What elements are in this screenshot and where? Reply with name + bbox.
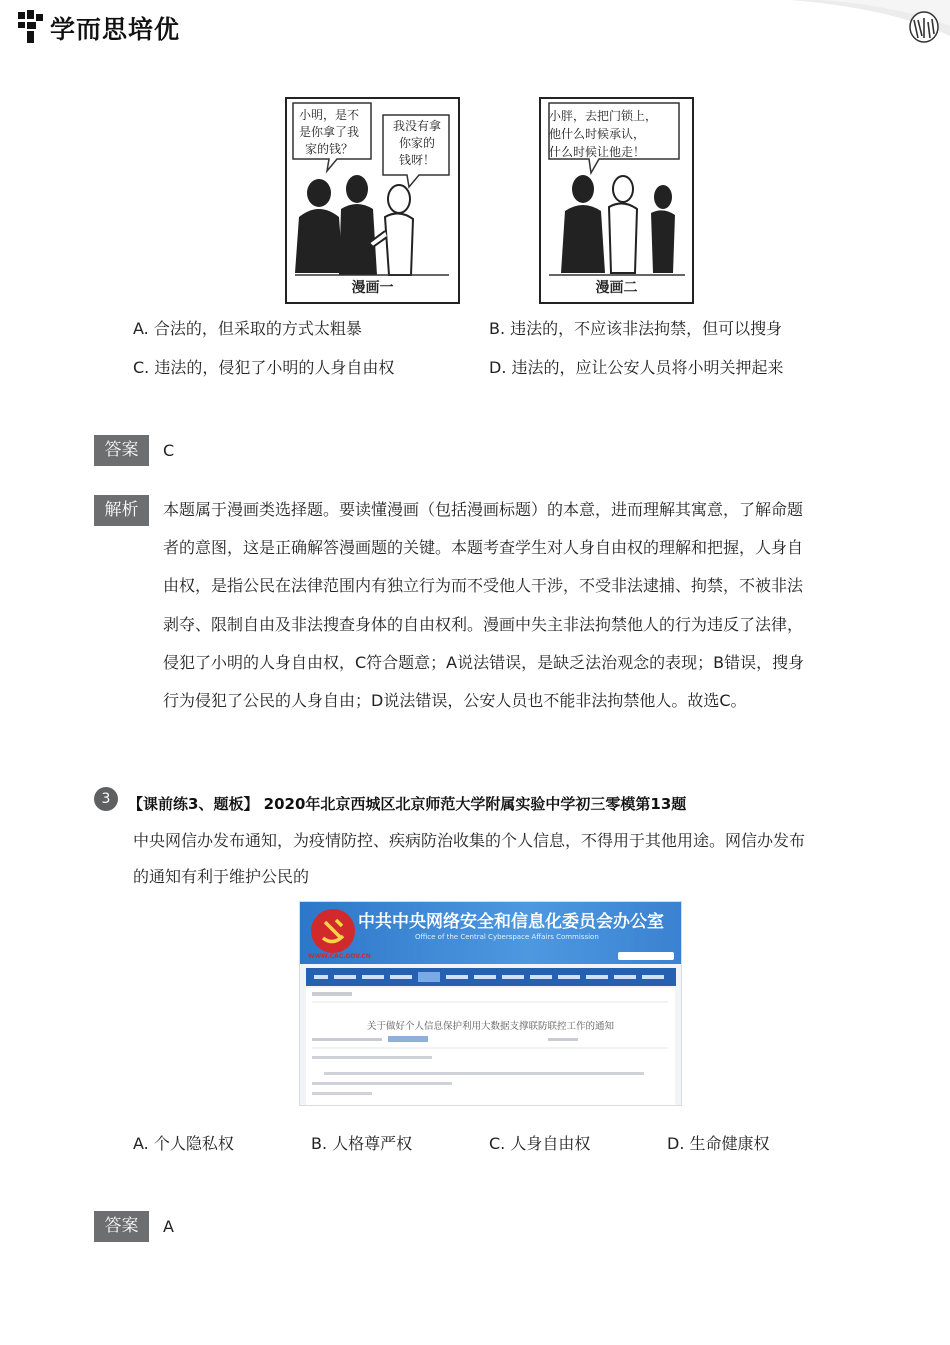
option-c[interactable] [133,355,394,378]
analysis-text [163,491,853,720]
question-title: 【课前练3、题板】 2020年北京西城区北京师范大学附属实验中学初三零模第13题 [128,795,687,813]
option-a[interactable] [133,316,362,339]
q3-option-b[interactable] [311,1131,412,1154]
question-line: 中央网信办发布通知，为疫情防控、疾病防治收集的个人信息，不得用于其他用途。网信办发布 [133,831,806,850]
site-article-title: 关于做好个人信息保护利用大数据支撑联防联控工作的通知 [366,1021,614,1032]
option-letter: A. [133,1134,149,1153]
q3-answer-value: A [163,1217,174,1236]
option-b[interactable] [489,316,782,339]
option-letter: B. [489,319,506,338]
site-nav-bar [306,968,676,986]
analysis-line: 剥夺、限制自由及非法搜查身体的自由权利。漫画中失主非法拘禁他人的行为违反了法律， [163,614,804,634]
logo-icon [18,10,44,44]
site-search-box [618,952,674,960]
analysis-line: 者的意图，这是正确解答漫画题的关键。本题考查学生对人身自由权的理解和把握，人身自 [163,538,804,558]
q3-option-d[interactable] [667,1131,770,1154]
q3-option-c[interactable] [489,1131,590,1154]
question-number: 3 [94,787,118,811]
option-text: 违法的，应让公安人员将小明关押起来 [511,358,784,377]
analysis-tag: 解析 [94,495,149,526]
website-screenshot [299,901,682,1106]
site-article-placeholder-lines [312,992,672,1102]
analysis-line: 行为侵犯了公民的人身自由；D说法错误，公安人员也不能非法拘禁他人。故选C。 [163,691,747,711]
emblem-icon [310,908,356,954]
q3-option-a[interactable] [133,1131,234,1154]
site-banner-title: 中共中央网络安全和信息化委员会办公室 [358,912,664,932]
option-letter: C. [489,1134,506,1153]
option-text: 违法的，侵犯了小明的人身自由权 [154,358,395,377]
answer-value: C [163,441,175,460]
question-body [133,823,853,895]
logo-text: 学而思培优 [50,15,181,44]
cartoon-one-caption: 漫画一 [351,280,394,296]
analysis-line: 由权，是指公民在法律范围内有独立行为而不受他人干涉，不受非法逮捕、拘禁，不被非法 [163,576,804,596]
site-url: WWW.CAC.GOV.CN [308,953,371,960]
answer-tag: 答案 [94,435,149,466]
cartoon-one-bubble-left: 小明，是不 是你拿了我 家的钱？ [298,108,359,156]
option-letter: C. [133,358,150,377]
cartoon-two-bubble: 小胖，去把门锁上， 他什么时候承认， 什么时候让他走！ [549,109,658,159]
badge-icon [908,10,940,44]
option-text: 合法的，但采取的方式太粗暴 [153,319,362,338]
option-letter: D. [489,358,507,377]
question-line: 的通知有利于维护公民的 [133,867,310,886]
option-letter: A. [133,319,149,338]
option-text: 人身自由权 [510,1134,591,1153]
cartoon-one-bubble-right: 我没有拿 你家的 钱呀！ [392,119,441,167]
option-d[interactable] [489,355,784,378]
analysis-line: 本题属于漫画类选择题。要读懂漫画（包括漫画标题）的本意，进而理解其寓意，了解命题 [163,500,804,519]
option-text: 违法的，不应该非法拘禁，但可以搜身 [510,319,783,338]
option-text: 个人隐私权 [153,1134,234,1153]
site-banner-subtitle: Office of the Central Cyberspace Affairs Commission [415,933,599,941]
q3-answer-tag: 答案 [94,1211,149,1242]
option-text: 生命健康权 [689,1134,770,1153]
option-letter: D. [667,1134,685,1153]
cartoon-two-caption: 漫画二 [595,280,638,296]
analysis-line: 侵犯了小明的人身自由权，C符合题意；A说法错误，是缺乏法治观念的表现；B错误，搜身 [163,652,805,672]
option-text: 人格尊严权 [332,1134,413,1153]
option-letter: B. [311,1134,328,1153]
